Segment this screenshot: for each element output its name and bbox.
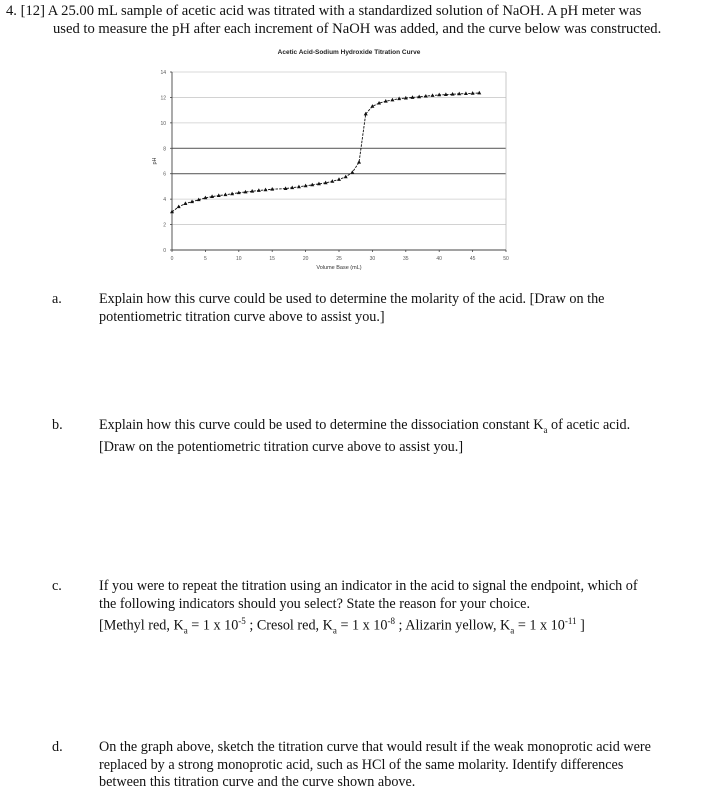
part-a-text: [99, 291, 704, 326]
data-point-triangle-icon: [290, 186, 294, 190]
data-point-triangle-icon: [344, 175, 348, 179]
y-tick-label: 4: [163, 197, 166, 204]
alizarin-yellow-label: ; Alizarin yellow, K: [394, 617, 511, 634]
part-d-line-1: On the graph above, sketch the titration curve that would result if the weak monoprotic acid were: [99, 739, 651, 755]
x-tick-label: 45: [469, 256, 476, 262]
question-line-2: used to measure the pH after each increment of NaOH was added, and the curve below was constructed.: [53, 21, 662, 37]
data-point-triangle-icon: [264, 188, 268, 192]
question-line-1: A 25.00 mL sample of acetic acid was titrated with a standardized solution of NaOH. A pH meter was: [47, 3, 642, 19]
part-c-text: [99, 578, 704, 640]
data-point-triangle-icon: [477, 91, 481, 95]
part-a-label: a.: [52, 291, 62, 307]
exponent: -5: [238, 616, 246, 626]
data-point-triangle-icon: [330, 179, 334, 183]
x-tick-label: 30: [369, 256, 376, 262]
data-point-triangle-icon: [457, 92, 461, 96]
part-c-line-3: [99, 613, 704, 640]
question-header: [6, 2, 706, 38]
x-tick-label: 10: [236, 256, 242, 262]
data-point-triangle-icon: [223, 192, 227, 196]
data-point-triangle-icon: [297, 185, 301, 189]
methyl-red-label: [Methyl red, K: [99, 617, 184, 634]
data-point-triangle-icon: [217, 193, 221, 197]
y-tick-label: 6: [163, 171, 166, 178]
part-d-line-2: replaced by a strong monoprotic acid, such as HCl of the same molarity. Identify differences: [99, 756, 624, 773]
part-b-text-a: Explain how this curve could be used to determine the dissociation constant K: [99, 417, 544, 433]
x-tick-label: 0: [170, 256, 174, 262]
cresol-red-value: = 1 x 10: [336, 617, 388, 634]
y-tick-label: 8: [163, 146, 166, 153]
part-d-text: [99, 739, 704, 792]
question-number: 4.: [6, 3, 17, 19]
part-b-label: b.: [52, 417, 63, 433]
methyl-red-value: = 1 x 10: [187, 617, 239, 634]
exponent: -11: [564, 616, 577, 626]
x-tick-label: 15: [269, 256, 275, 262]
ka-subscript: a: [183, 625, 188, 636]
y-tick-label: 0: [163, 248, 166, 254]
data-point-triangle-icon: [170, 210, 174, 214]
part-c-line-2: the following indicators should you select? State the reason for your choice.: [99, 595, 531, 612]
titration-chart-svg: [140, 42, 540, 282]
data-point-triangle-icon: [384, 99, 388, 103]
y-tick-label: 2: [163, 222, 166, 229]
part-a-line-2: potentiometric titration curve above to assist you.]: [99, 308, 385, 325]
data-point-triangle-icon: [424, 94, 428, 98]
y-tick-label: 14: [160, 70, 166, 76]
part-b-text: [99, 417, 704, 457]
part-b-line-2: [Draw on the potentiometric titration curve above to assist you.]: [99, 439, 464, 456]
part-c-label: c.: [52, 578, 62, 594]
data-point-triangle-icon: [257, 188, 261, 192]
x-tick-label: 40: [436, 256, 442, 262]
cresol-red-label: ; Cresol red, K: [245, 617, 333, 634]
alizarin-yellow-value: = 1 x 10: [514, 617, 565, 634]
data-point-triangle-icon: [464, 91, 468, 95]
part-a-line-1: Explain how this curve could be used to determine the molarity of the acid. [Draw on the: [99, 291, 605, 307]
data-point-triangle-icon: [357, 160, 361, 164]
y-tick-label: 10: [160, 120, 166, 127]
y-tick-label: 12: [160, 95, 166, 102]
x-tick-label: 5: [204, 256, 207, 262]
exponent: -8: [387, 616, 395, 626]
bracket-close: ]: [576, 617, 585, 634]
x-tick-label: 35: [403, 256, 409, 262]
part-d-line-3: between this titration curve and the curve shown above.: [99, 774, 416, 790]
part-b-text-b: of acetic acid.: [547, 417, 631, 433]
titration-chart: [140, 42, 540, 282]
x-tick-label: 25: [336, 256, 342, 262]
chart-title: Acetic Acid-Sodium Hydroxide Titration Curve: [277, 49, 421, 56]
ka-subscript: a: [510, 625, 515, 636]
part-d-label: d.: [52, 739, 63, 755]
x-axis-label: Volume Base (mL): [316, 265, 362, 271]
data-point-triangle-icon: [390, 98, 394, 102]
ka-subscript: a: [332, 625, 337, 636]
x-tick-label: 20: [302, 256, 309, 262]
part-b-line-1: [99, 417, 704, 439]
titration-curve-line: [172, 93, 479, 212]
part-c-line-1: If you were to repeat the titration using an indicator in the acid to signal the endpoint, which of: [99, 578, 638, 594]
question-points: [12]: [20, 3, 45, 19]
ka-subscript: a: [543, 424, 548, 435]
x-tick-label: 50: [503, 256, 509, 262]
data-point-triangle-icon: [431, 93, 435, 97]
data-point-triangle-icon: [337, 177, 341, 181]
y-axis-label: pH: [152, 157, 158, 165]
